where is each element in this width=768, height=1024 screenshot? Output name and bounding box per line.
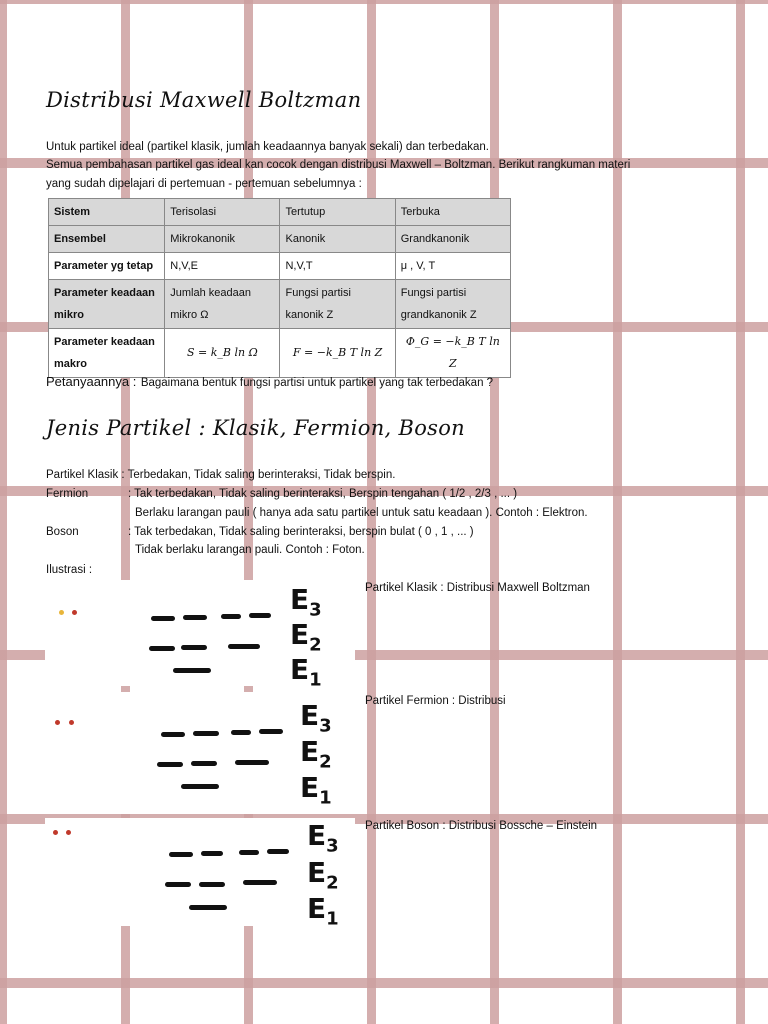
- particle-dot: [66, 830, 71, 835]
- table-cell: Jumlah keadaan mikro Ω: [165, 280, 280, 329]
- table-cell: N,V,E: [165, 253, 280, 280]
- intro-line-3: yang sudah dipelajari di pertemuan - pertemuan sebelumnya :: [46, 178, 362, 190]
- energy-level: [228, 644, 260, 649]
- table-cell: Grandkanonik: [395, 226, 510, 253]
- energy-label-e1: $E_1$: [300, 771, 332, 809]
- energy-level: [157, 762, 183, 767]
- summary-table: [48, 198, 511, 378]
- table-cell: μ , V, T: [395, 253, 510, 280]
- energy-level: [161, 732, 185, 737]
- caption-boson: Partikel Boson : Distribusi Bossche – Einstein: [365, 820, 598, 832]
- energy-level: [169, 852, 193, 857]
- row-header: Parameter keadaan mikro: [49, 280, 165, 329]
- energy-label-e3: $E_3$: [300, 699, 332, 737]
- intro-line-2: Semua pembahasan partikel gas ideal kan cocok dengan distribusi Maxwell – Boltzman. Berikut rangkuman materi: [46, 159, 631, 171]
- energy-level: [183, 615, 207, 620]
- table-cell: N,V,T: [280, 253, 395, 280]
- energy-level: [201, 851, 223, 856]
- particle-dot: [69, 720, 74, 725]
- energy-level: [231, 730, 251, 735]
- particle-dot: [59, 610, 64, 615]
- energy-level: [235, 760, 269, 765]
- row-header: Ensembel: [49, 226, 165, 253]
- table-row: [49, 226, 511, 253]
- row-header: Parameter keadaan makro: [49, 329, 165, 378]
- energy-level: [151, 616, 175, 621]
- formula-cell: F = −k_B T ln Z: [280, 329, 395, 378]
- fermion-desc-2: Berlaku larangan pauli ( hanya ada satu partikel untuk satu keadaan ). Contoh : Elektron.: [135, 507, 588, 519]
- energy-label-e2: $E_2$: [307, 856, 339, 894]
- fermion-label: Fermion: [46, 488, 89, 500]
- energy-level: [243, 880, 277, 885]
- energy-level: [259, 729, 283, 734]
- energy-level: [221, 614, 241, 619]
- particle-dot: [72, 610, 77, 615]
- table-cell: Kanonik: [280, 226, 395, 253]
- energy-label-e3: $E_3$: [307, 819, 339, 857]
- energy-level: [199, 882, 225, 887]
- table-row: [49, 280, 511, 329]
- question-text: Bagaimana bentuk fungsi partisi untuk partikel yang tak terbedakan ?: [140, 377, 494, 389]
- energy-level: [239, 850, 259, 855]
- boson-desc-1: : Tak terbedakan, Tidak saling berinteraksi, berspin bulat ( 0 , 1 , ... ): [128, 526, 474, 538]
- row-header: Parameter yg tetap: [49, 253, 165, 280]
- boson-desc-2: Tidak berlaku larangan pauli. Contoh : Foton.: [135, 544, 365, 556]
- formula-cell: S = k_B ln Ω: [165, 329, 280, 378]
- table-cell: Terbuka: [395, 199, 510, 226]
- table-row: [49, 199, 511, 226]
- ilustrasi-label: Ilustrasi :: [46, 564, 93, 576]
- energy-label-e1: $E_1$: [307, 892, 339, 930]
- table-cell: Fungsi partisi kanonik Z: [280, 280, 395, 329]
- energy-level: [181, 784, 219, 789]
- energy-label-e3: $E_3$: [290, 583, 322, 621]
- formula-cell: Φ_G = −k_B T ln Z: [395, 329, 510, 378]
- particle-dot: [53, 830, 58, 835]
- caption-klasik: Partikel Klasik : Distribusi Maxwell Boltzman: [365, 582, 590, 594]
- energy-label-e2: $E_2$: [290, 618, 322, 656]
- section-title: Jenis Partikel : Klasik, Fermion, Boson: [46, 416, 465, 440]
- page-title: Distribusi Maxwell Boltzman: [46, 88, 362, 112]
- table-cell: Terisolasi: [165, 199, 280, 226]
- table-cell: Mikrokanonik: [165, 226, 280, 253]
- illustration-klasik: [45, 580, 355, 691]
- energy-level: [181, 645, 207, 650]
- table-cell: Tertutup: [280, 199, 395, 226]
- question-label: Petanyaannya :: [46, 374, 137, 389]
- klasik-desc: Partikel Klasik : Terbedakan, Tidak saling berinteraksi, Tidak berspin.: [46, 469, 396, 481]
- energy-level: [193, 731, 219, 736]
- energy-level: [165, 882, 191, 887]
- energy-level: [191, 761, 217, 766]
- table-cell: Fungsi partisi grandkanonik Z: [395, 280, 510, 329]
- boson-label: Boson: [46, 526, 79, 538]
- fermion-desc-1: : Tak terbedakan, Tidak saling berinteraksi, Berspin tengahan ( 1/2 , 2/3 , ... ): [128, 488, 518, 500]
- particle-dot: [55, 720, 60, 725]
- illustration-fermion: [45, 692, 361, 814]
- table-row: [49, 253, 511, 280]
- energy-level: [149, 646, 175, 651]
- energy-label-e1: $E_1$: [290, 653, 322, 691]
- question: [46, 373, 493, 391]
- illustration-boson: [45, 818, 355, 930]
- energy-level: [173, 668, 211, 673]
- intro-line-1: Untuk partikel ideal (partikel klasik, jumlah keadaannya banyak sekali) dan terbedakan.: [46, 141, 489, 153]
- energy-level: [249, 613, 271, 618]
- row-header: Sistem: [49, 199, 165, 226]
- caption-fermion: Partikel Fermion : Distribusi: [365, 695, 506, 707]
- table-row: [49, 329, 511, 378]
- energy-label-e2: $E_2$: [300, 735, 332, 773]
- energy-level: [189, 905, 227, 910]
- energy-level: [267, 849, 289, 854]
